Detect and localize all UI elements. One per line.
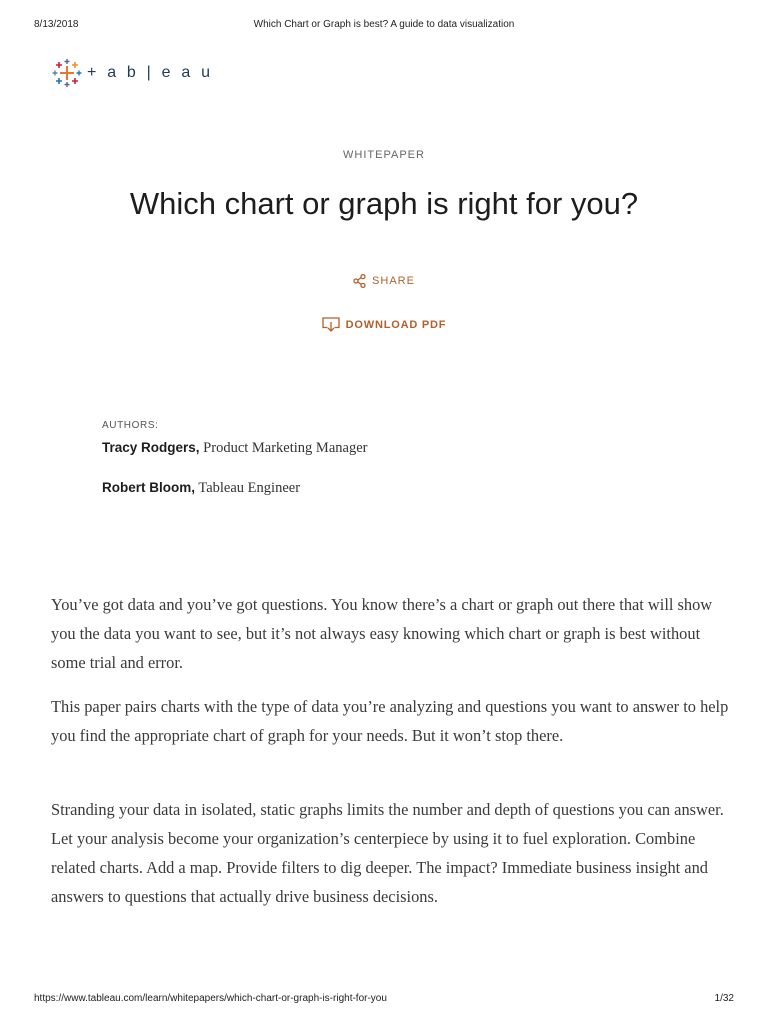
print-footer bbox=[0, 993, 768, 1005]
paragraph-text: This paper pairs charts with the type of data you’re analyzing and questions you want to answer to help you find the appropriate chart of graph for your needs. But it won’t stop there. bbox=[51, 697, 729, 745]
download-icon bbox=[322, 317, 340, 333]
download-label: DOWNLOAD PDF bbox=[345, 319, 447, 331]
paragraph-text: You’ve got data and you’ve got questions. You know there’s a chart or graph out there that will show you the data you want to see, but it’s not always easy knowing which chart or graph is best without some trial and error. bbox=[51, 595, 713, 672]
author-role: Tableau Engineer bbox=[198, 480, 301, 496]
authors-label: AUTHORS: bbox=[102, 420, 159, 431]
tableau-logo[interactable] bbox=[51, 58, 213, 88]
share-icon bbox=[353, 274, 366, 288]
page-title: Which chart or graph is right for you? bbox=[129, 186, 639, 221]
body-paragraph bbox=[51, 795, 731, 911]
author-name: Robert Bloom, bbox=[102, 480, 195, 495]
paragraph-text: Stranding your data in isolated, static graphs limits the number and depth of questions you can answer. Let your analysis become your organization’s centerpiece by using it to fuel exploration. Combine related charts. Add a map. Provide filters to dig deeper. The impact? Immediate business insight and answers to questions that actually drive business decisions. bbox=[51, 800, 724, 906]
print-url: https://www.tableau.com/learn/whitepapers/which-chart-or-graph-is-right-for-you bbox=[34, 993, 387, 1004]
author-entry bbox=[102, 440, 367, 457]
tableau-logo-icon bbox=[51, 58, 83, 88]
print-date: 8/13/2018 bbox=[34, 19, 79, 30]
author-entry bbox=[102, 480, 300, 497]
share-label: SHARE bbox=[372, 275, 415, 287]
body-paragraph bbox=[51, 590, 731, 677]
print-title: Which Chart or Graph is best? A guide to data visualization bbox=[253, 19, 515, 30]
author-name: Tracy Rodgers, bbox=[102, 440, 200, 455]
download-pdf-button[interactable] bbox=[0, 317, 768, 333]
body-paragraph bbox=[51, 692, 731, 750]
authors-section bbox=[102, 420, 368, 496]
print-header bbox=[0, 19, 768, 31]
eyebrow-label: WHITEPAPER bbox=[343, 149, 425, 161]
page-number: 1/32 bbox=[714, 993, 734, 1004]
share-button[interactable] bbox=[0, 274, 768, 288]
author-role: Product Marketing Manager bbox=[203, 440, 368, 456]
tableau-wordmark: + a b | e a u bbox=[87, 64, 214, 81]
